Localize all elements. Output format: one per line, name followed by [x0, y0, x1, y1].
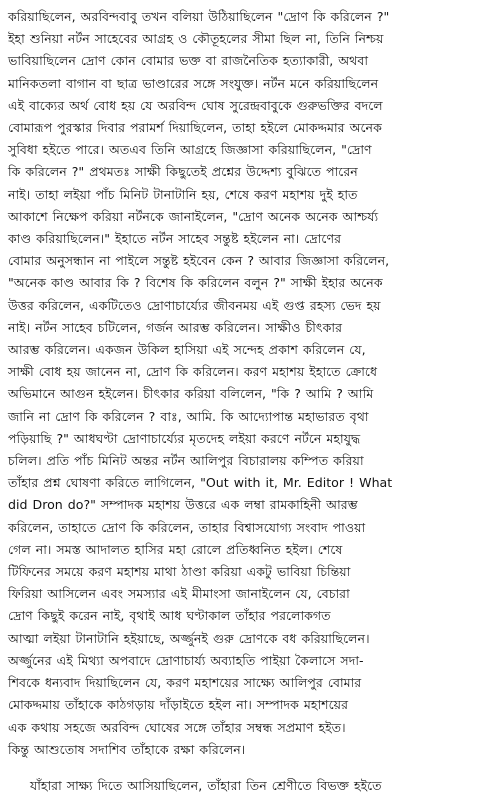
- text-line: দ্রোণ কিছুই করেন নাই, বৃথাই আধ ঘণ্টাকাল তাঁহার পরলোকগত: [8, 608, 331, 624]
- document-page: [8, 6, 470, 793]
- text-line: করিলেন, তাহাতে দ্রোণ কি করিলেন, তাহার বিশ্বাসযোগ্য সংবাদ পাওয়া: [8, 519, 366, 535]
- text-line: অর্জ্জুনের এই মিথ্যা অপবাদে দ্রোণাচার্য্য অব্যাহতি পাইয়া কৈলাসে সদা-: [8, 652, 364, 668]
- text-line: ভাবিয়াছিলেন দ্রোণ কোন বোমার ভক্ত বা রাজনৈতিক হত্যাকারী, অথবা: [8, 53, 369, 69]
- text-line: উত্তর করিলেন, একটিতেও দ্রোণাচার্য্যের জীবনময় এই গুপ্ত রহস্য ভেদ হয়: [8, 297, 381, 313]
- text-line: শিবকে ধন্যবাদ দিয়াছিলেন যে, করণ মহাশয়ের সাক্ষ্যে আলিপুর বোমার: [8, 675, 362, 691]
- text-line: নাই। তাহা লইয়া পাঁচ মিনিট টানাটানি হয়, শেষে করণ মহাশয় দুই হাত: [8, 186, 358, 202]
- text-line: মোকদ্দমায় তাঁহাকে কাঠগড়ায় দাঁড়াইতে হইল না। সম্পাদক মহাশয়ের: [8, 697, 349, 713]
- text-line: কিন্তু আশুতোষ সদাশিব তাঁহাকে রক্ষা করিলেন।: [8, 741, 246, 757]
- text-line: পড়িয়াছি ?" আধঘণ্টা দ্রোণাচার্য্যের মৃতদেহ লইয়া করণে নর্টনে মহাযুদ্ধ: [8, 430, 361, 446]
- text-line: জানি না দ্রোণ কি করিলেন ? বাঃ, আমি. কি আদ্যোপান্ত মহাভারত বৃথা: [8, 408, 369, 424]
- text-line: ইহা শুনিয়া নর্টন সাহেবের আগ্রহ ও কৌতূহলের সীমা ছিল না, তিনি নিশ্চয়: [8, 31, 384, 47]
- paragraph-gap: [8, 761, 470, 775]
- text-line: আত্মা লইয়া টানাটানি হইয়াছে, অর্জ্জুনই গুরু দ্রোণকে বধ করিয়াছিলেন।: [8, 630, 370, 646]
- paragraph-1: [8, 6, 470, 761]
- text-line: চলিল। প্রতি পাঁচ মিনিট অন্তর নর্টন আলিপুর বিচারালয় কম্পিত করিয়া: [8, 453, 364, 469]
- text-line: এক কথায় সহজে অরবিন্দ ঘোষের সঙ্গে তাঁহার সম্বন্ধ সপ্রমাণ হইত।: [8, 719, 346, 735]
- text-line: did Dron do?" সম্পাদক মহাশয় উত্তরে এক লম্বা রামকাহিনী আরম্ভ: [8, 497, 358, 513]
- text-line: কি করিলেন ?" প্রথমতঃ সাক্ষী কিছুতেই প্রশ্নের উদ্দেশ্য বুঝিতে পারেন: [8, 164, 358, 180]
- text-line: গেল না। সমস্ত আদালত হাসির মহা রোলে প্রতিধ্বনিত হইল। শেষে: [8, 541, 343, 557]
- text-line: আরম্ভ করিলেন। একজন উকিল হাসিয়া এই সন্দেহ প্রকাশ করিলেন যে,: [8, 342, 366, 358]
- text-line: নাই। নর্টন সাহেব চটিলেন, গর্জন আরম্ভ করিলেন। সাক্ষীও চীৎকার: [8, 319, 343, 335]
- text-line: বোমার অনুসন্ধান না পাইলে সন্তুষ্ট হইবেন কেন ? আবার জিজ্ঞাসা করিলেন,: [8, 253, 390, 269]
- text-line: সুবিধা হইতে পারে। অতএব তিনি আগ্রহে জিজ্ঞাসা করিয়াছিলেন, "দ্রোণ: [8, 142, 372, 158]
- paragraph-2: [8, 775, 470, 797]
- text-line: অভিমানে আগুন হইলেন। চীৎকার করিয়া বলিলেন, "কি ? আমি ? আমি: [8, 386, 374, 402]
- text-line: টিফিনের সময়ে করণ মহাশয় মাথা ঠাণ্ডা করিয়া একটু ভাবিয়া চিন্তিয়া: [8, 564, 351, 580]
- text-line: সাক্ষী বোধ হয় জানেন না, দ্রোণ কি করিলেন। করণ মহাশয় ইহাতে ক্রোধে: [8, 364, 378, 380]
- text-line: আকাশে নিক্ষেপ করিয়া নর্টনকে জানাইলেন, "দ্রোণ অনেক অনেক আশ্চর্য্য: [8, 208, 379, 224]
- text-line: বোমারূপ পুরস্কার দিবার পরামর্শ দিয়াছিলেন, তাহা হইলে মোকদ্দমার অনেক: [8, 120, 382, 136]
- text-line: "অনেক কাণ্ড আবার কি ? বিশেষ কি করিলেন বলুন ?" সাক্ষী ইহার অনেক: [8, 275, 383, 291]
- text-line: ফিরিয়া আসিলেন এবং সমস্যার এই মীমাংসা জানাইলেন যে, বেচারা: [8, 586, 350, 602]
- text-line: এই বাক্যের অর্থ বোধ হয় যে অরবিন্দ ঘোষ সুরেন্দ্রবাবুকে গুরুভক্তির বদলে: [8, 97, 383, 113]
- text-line: মানিকতলা বাগান বা ছাত্র ভাণ্ডারের সঙ্গে সংযুক্ত। নর্টন মনে করিয়াছিলেন: [8, 75, 379, 91]
- text-line: তাঁহার প্রশ্ন ঘোষণা করিতে লাগিলেন, "Out with it, Mr. Editor ! What: [8, 475, 393, 491]
- text-line: যাঁহারা সাক্ষ্য দিতে আসিয়াছিলেন, তাঁহারা তিন শ্রেণীতে বিভক্ত হইতে: [30, 777, 382, 793]
- text-line: কাণ্ড করিয়াছিলেন।" ইহাতে নর্টন সাহেব সন্তুষ্ট হইলেন না। দ্রোণের: [8, 231, 342, 247]
- text-line: করিয়াছিলেন, অরবিন্দবাবু তখন বলিয়া উঠিয়াছিলেন "দ্রোণ কি করিলেন ?": [8, 9, 390, 24]
